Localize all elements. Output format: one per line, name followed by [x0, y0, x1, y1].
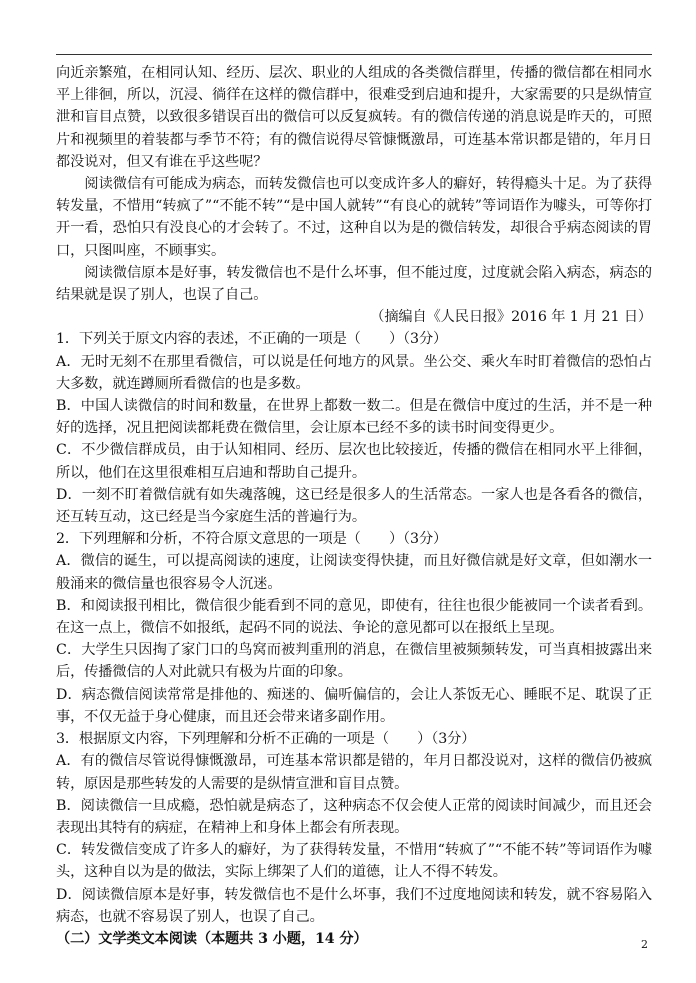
- passage-paragraph-2: 阅读微信有可能成为病态，而转发微信也可以变成许多人的癖好，转得瘾头十足。为了获得转发量，不惜用“转疯了”“不能不转”“是中国人就转”“有良心的就转”等词语作为噱头，可等你打开一看，恐怕只有没良心的才会转了。不过，这种自以为是的微信转发，却很合乎病态阅读的胃口，只图叫座，不顾事实。: [56, 176, 652, 259]
- question-1-option-a: A．无时无刻不在那里看微信，可以说是任何地方的风景。坐公交、乘火车时盯着微信的恐怕占大多数，就连蹲厕所看微信的也是多数。: [56, 353, 652, 392]
- question-1-option-b: B．中国人读微信的时间和数量，在世界上都数一数二。但是在微信中度过的生活，并不是一种好的选择，况且把阅读都耗费在微信里，会让原本已经不多的读书时间变得更少。: [56, 398, 652, 437]
- question-2-option-a: A．微信的诞生，可以提高阅读的速度，让阅读变得快捷，而且好微信就是好文章，但如潮水一般涌来的微信量也很容易令人沉迷。: [56, 553, 652, 592]
- header-rule: [56, 54, 652, 55]
- question-1-option-d: D．一刻不盯着微信就有如失魂落魄，这已经是很多人的生活常态。一家人也是各看各的微信，还互转互动，这已经是当今家庭生活的普遍行为。: [56, 486, 652, 526]
- question-2-option-c: C．大学生只因掏了家门口的鸟窝而被判重刑的消息，在微信里被频频转发，可当真相披露出来后，传播微信的人对此就只有极为片面的印象。: [56, 642, 652, 681]
- question-3-option-a: A．有的微信尽管说得慷慨激昂，可连基本常识都是错的，年月日都没说对，这样的微信仍被疯转，原因是那些转发的人需要的是纵情宣泄和盲目点赞。: [56, 753, 652, 792]
- passage-paragraph-1: 向近亲繁殖，在相同认知、经历、层次、职业的人组成的各类微信群里，传播的微信都在相同水平上徘徊，所以，沉浸、徜徉在这样的微信群中，很难受到启迪和提升，大家需要的只是纵情宣泄和盲目点赞，以致很多错误百出的微信可以反复疯转。有的微信传递的消息说是昨天的，可照片和视频里的着装都与季节不符；有的微信说得尽管慷慨激昂，可连基本常识都是错的，年月日都没说对，但又有谁在乎这些呢？: [56, 65, 652, 170]
- page-content: [56, 62, 652, 950]
- question-3-option-b: B．阅读微信一旦成瘾，恐怕就是病态了，这种病态不仅会使人正常的阅读时间减少，而且还会表现出其特有的病症，在精神上和身体上都会有所表现。: [56, 797, 652, 836]
- question-3-option-c: C．转发微信变成了许多人的癖好，为了获得转发量，不惜用“转疯了”“不能不转”等词语作为噱头，这种自以为是的做法，实际上绑架了人们的道德，让人不得不转发。: [56, 842, 652, 881]
- passage-source: （摘编自《人民日报》2016 年 1 月 21 日）: [370, 309, 652, 326]
- passage-paragraph-3: 阅读微信原本是好事，转发微信也不是什么坏事，但不能过度，过度就会陷入病态，病态的结果就是误了别人，也误了自己。: [56, 264, 652, 304]
- question-2-option-d: D．病态微信阅读常常是排他的、痴迷的、偏听偏信的，会让人茶饭无心、睡眠不足、耽误了正事，不仅无益于身心健康，而且还会带来诸多副作用。: [56, 686, 652, 725]
- question-3-option-d: D．阅读微信原本是好事，转发微信也不是什么坏事，我们不过度地阅读和转发，就不容易陷入病态，也就不容易误了别人，也误了自己。: [56, 886, 652, 925]
- question-1-stem: 1．下列关于原文内容的表述，不正确的一项是（ ）（3分）: [56, 331, 448, 348]
- question-1-option-c: C．不少微信群成员，由于认知相同、经历、层次也比较接近，传播的微信在相同水平上徘徊，所以，他们在这里很难相互启迪和帮助自己提升。: [56, 442, 652, 481]
- section-heading-literary-reading: （二）文学类文本阅读（本题共 3 小题，14 分）: [56, 930, 368, 947]
- question-2-option-b: B．和阅读报刊相比，微信很少能看到不同的意见，即使有，往往也很少能被同一个读者看到。在这一点上，微信不如报纸，起码不同的说法、争论的意见都可以在报纸上呈现。: [56, 597, 652, 637]
- page-number: 2: [641, 938, 648, 951]
- question-2-stem: 2．下列理解和分析，不符合原文意思的一项是（ ）（3分）: [56, 531, 448, 548]
- question-3-stem: 3．根据原文内容，下列理解和分析不正确的一项是（ ）（3分）: [56, 731, 476, 748]
